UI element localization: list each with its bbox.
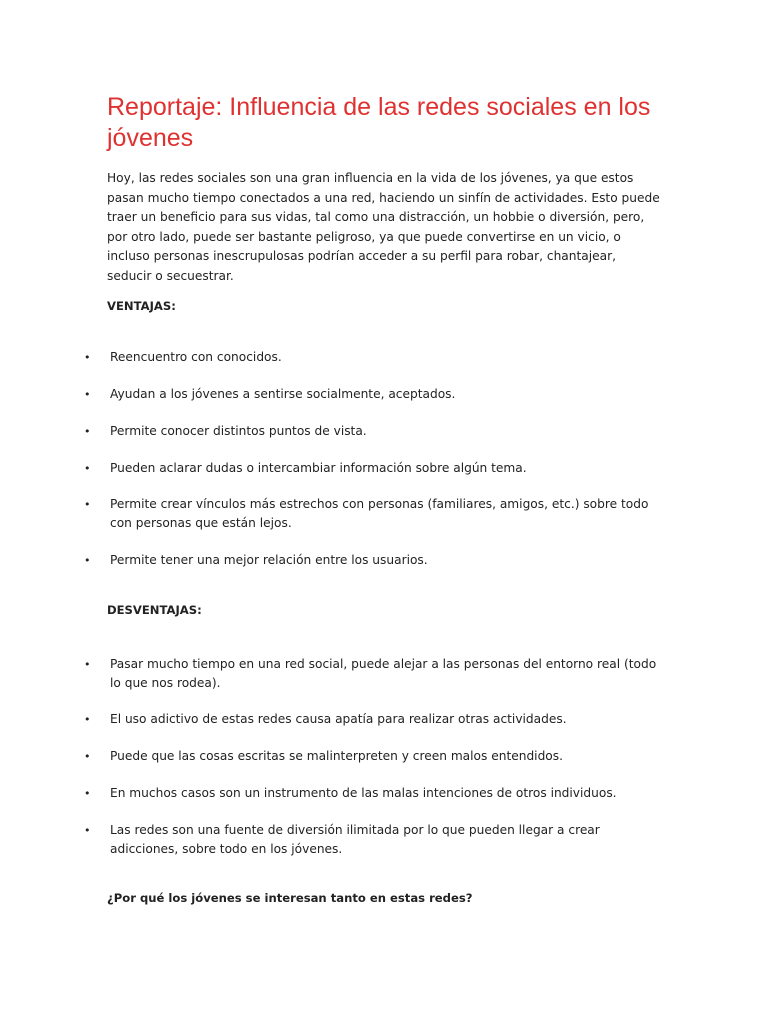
- bullet-icon: •: [84, 351, 91, 364]
- bullet-icon: •: [84, 824, 91, 837]
- list-item-text: El uso adictivo de estas redes causa apatía para realizar otras actividades.: [110, 712, 567, 726]
- list-item-text: Permite tener una mejor relación entre los usuarios.: [110, 553, 428, 567]
- bullet-icon: •: [84, 554, 91, 567]
- bullet-icon: •: [84, 498, 91, 511]
- list-item-text: Las redes son una fuente de diversión ilimitada por lo que pueden llegar a crear adicciones, sobre todo en los jóvenes.: [110, 823, 600, 856]
- bullet-icon: •: [84, 388, 91, 401]
- list-item-text: Reencuentro con conocidos.: [110, 350, 282, 364]
- list-item-text: Puede que las cosas escritas se malinterpreten y creen malos entendidos.: [110, 749, 563, 763]
- list-item-text: Pueden aclarar dudas o intercambiar información sobre algún tema.: [110, 461, 527, 475]
- list-item-text: Pasar mucho tiempo en una red social, puede alejar a las personas del entorno real (todo lo que nos rodea).: [110, 657, 657, 690]
- list-item-text: Permite conocer distintos puntos de vista.: [110, 424, 367, 438]
- bullet-icon: •: [84, 750, 91, 763]
- ventajas-heading: VENTAJAS:: [107, 299, 176, 313]
- bullet-icon: •: [84, 713, 91, 726]
- bullet-icon: •: [84, 658, 91, 671]
- bullet-icon: •: [84, 462, 91, 475]
- bullet-icon: •: [84, 787, 91, 800]
- list-item-text: En muchos casos son un instrumento de las malas intenciones de otros individuos.: [110, 786, 617, 800]
- intro-paragraph: Hoy, las redes sociales son una gran influencia en la vida de los jóvenes, ya que estos pasan mucho tiempo conectados a una red, haciendo un sinfín de actividades. Esto puede traer un beneficio para sus vidas, tal como una distracción, un hobbie o diversión, pero, por otro lado, puede ser bastante peligroso, ya que puede convertirse en un vicio, o incluso personas inescrupulosas podrían acceder a su perfil para robar, chantajear, seducir o secuestrar.: [107, 171, 660, 283]
- bullet-icon: •: [84, 425, 91, 438]
- list-item-text: Ayudan a los jóvenes a sentirse socialmente, aceptados.: [110, 387, 456, 401]
- list-item-text: Permite crear vínculos más estrechos con personas (familiares, amigos, etc.) sobre todo con personas que están lejos.: [110, 497, 649, 530]
- desventajas-heading: DESVENTAJAS:: [107, 603, 202, 617]
- document-title: Reportaje: Influencia de las redes sociales en los jóvenes: [107, 93, 651, 152]
- closing-question: ¿Por qué los jóvenes se interesan tanto en estas redes?: [107, 891, 473, 905]
